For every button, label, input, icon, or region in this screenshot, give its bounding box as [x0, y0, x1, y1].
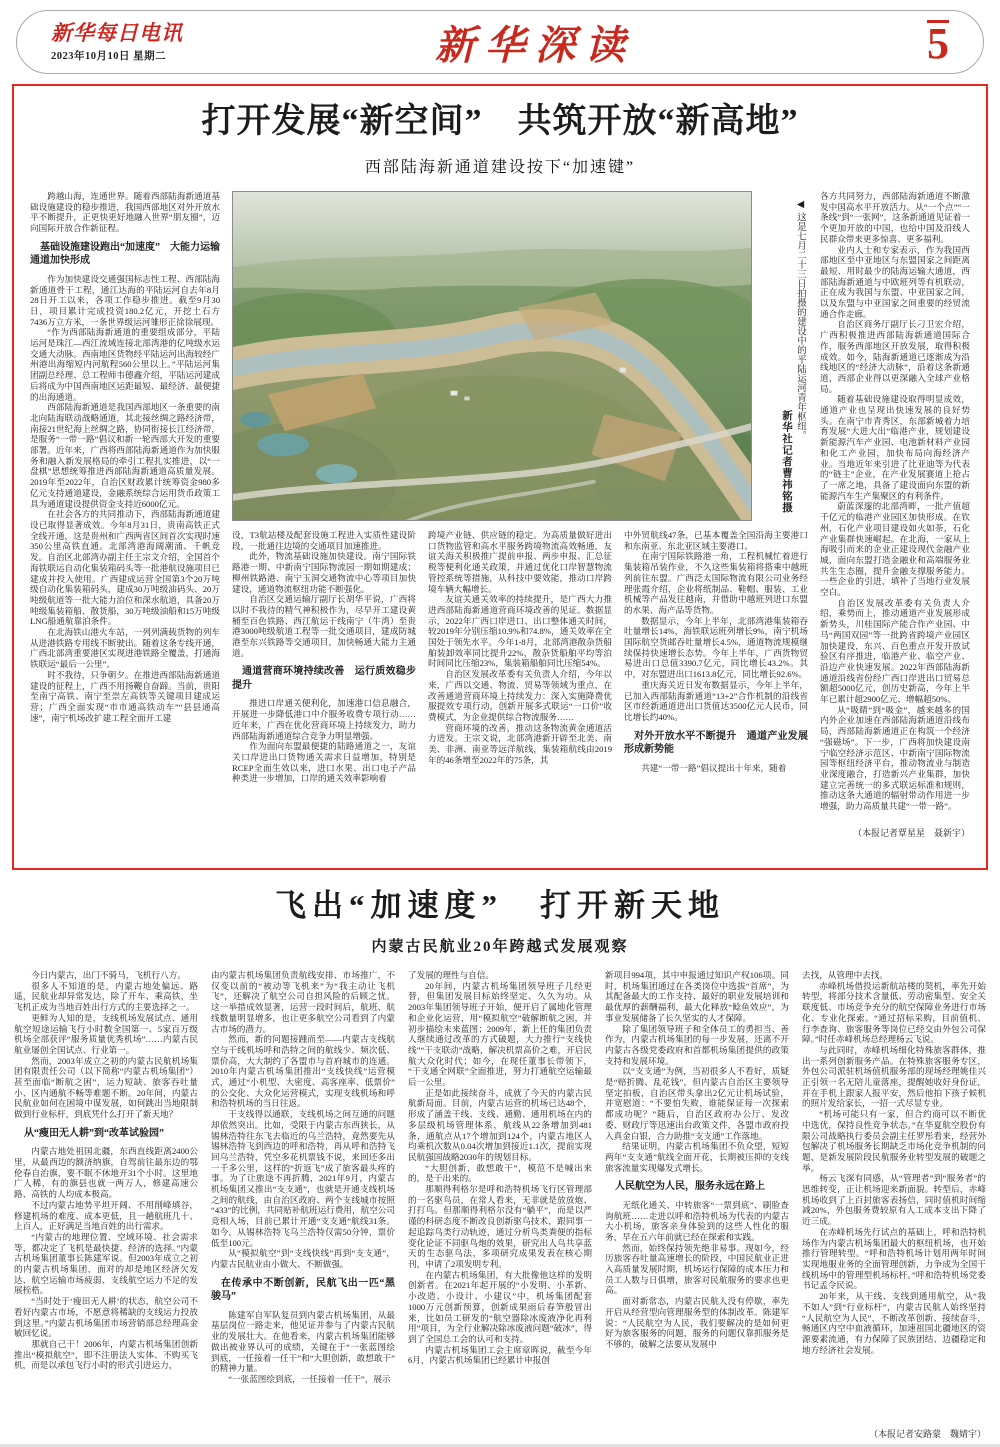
masthead-right — [789, 19, 949, 68]
photo-caption: ◀ 这是七月二十三日拍摄的建设中的平陆运河青年枢纽。 — [795, 199, 805, 441]
paragraph: 蔚蓝深邃的北部湾畔，一批产值超千亿元的临港产业园区加快形成。在钦州，石化产业项目建设如火如荼，石化产业集群快速崛起。在北海，一家从上海吸引而来的企业正建设现代金融产业城，面向东盟打造金融业和高端服务业共生生态圈，提升金融支撑服务能力。一些企业的引进，填补了当地行业发展空白。 — [820, 501, 970, 598]
paragraph: 与此同时，赤峰机场细化特殊旅客群体，推出一系列创新服务产品。在特殊旅客服务专区，外包公司派驻机场值机服务部的现场经理姚佳兴正引领一名无陪儿童落座，提醒她收好身份证，并在手机上跟家人报平安，然后他拍下孩子候机的照片发给家长，一招一式尽显专业。 — [802, 1044, 986, 1109]
paragraph: 然而，2003年成立之初的内蒙古民航机场集团有限责任公司（以下简称“内蒙古机场集团”）甚至面临“断航之困”，运力短缺、旅客吞吐量小、区内通航不畅等难题不断。20年间，内蒙古民航业如何在困境中谋发展，如何跳出当地限制做到行业标杆，到底凭什么打开了新天地？ — [14, 1055, 198, 1120]
paragraph: 那就自己干！2006年，内蒙古机场集团创新推出“模拟航空”，即不注册法人实体、不购买飞机，而是以承包飞行小时的形式引进运力， — [14, 1339, 198, 1371]
paragraph: 由内蒙古机场集团负责航线安排、市场推广，不仅变以前的“被动等飞机来”为“我主动让飞机飞”，还解决了航空公司自担风险的后顾之忧。这一举措成效显著，运营一段时间后，航班、航线数量明显增多，也让更多航空公司看到了内蒙古市场的潜力。 — [211, 970, 395, 1034]
article-2-subtitle: 内蒙古民航业20年跨越式发展观察 — [371, 939, 629, 955]
paragraph: 设，T3航站楼及配套设施工程进入实质性建设阶段，一批通往边境的交通项目加速推进。 — [232, 530, 416, 551]
paragraph: 内蒙古地处祖国北疆，东西直线距离2400公里，从最西边的额济纳旗，自驾前往最东边的鄂伦春自治旗，要不眠不休地开31个小时。这里地广人稀，有的旗县也就一两万人，修建高速公路、高铁的人均成本极高。 — [14, 1146, 198, 1200]
paragraph: 20年来，从干线、支线到通用航空，从“我不如人”到“行业标杆”，内蒙古民航人始终坚持“人民航空为人民”，不断改革创新、接续奋斗，畅通区内空中血液循环，加速祖国北疆地区的资源要素流通，有力保障了民族团结、边疆稳定和地方经济社会发展。 — [802, 1291, 986, 1355]
paragraph: 在南宁国际铁路港一角，工程机械忙着进行集装箱吊装作业，不久这些集装箱将搭乘中越班列前往东盟。广西泛太国际物流有限公司业务经理张霞介绍，企业将纸制品、鞋帽、服装、工业机械等产品发往越南，并借助中越班列进口东盟的水果、海产品等货物。 — [624, 551, 808, 615]
publication-date: 2023年10月10日 星期二 — [51, 51, 167, 62]
paragraph: 新项目994项，其中申报通过知识产权106项。同时，机场集团通过在各类岗位中选拔“首席”，为其配备最大的工作支持、最好的职业发展培训和最优厚的薪酬福利，最大化释放“鲶鱼效应”，为事业发展储备了长久坚实的人才保障。 — [605, 970, 789, 1023]
section-heading: 在传承中不断创新，民航飞出一匹“黑骏马” — [211, 1277, 395, 1303]
paragraph: “大胆创新，敢想敢干”，模范不是喊出来的，是干出来的。 — [408, 1162, 592, 1184]
article-2-column-5-text — [802, 970, 986, 1355]
paragraph: 重庆海关近日发布数据显示，今年上半年，已加入西部陆海新通道“13+2”合作机制的沿线省区市经新通道进出口货值达3500亿元人民币，同比增长约40%。 — [624, 679, 808, 722]
article-1-column-3 — [428, 530, 612, 839]
article-1-column-4 — [624, 530, 808, 839]
aerial-canal-photo — [232, 191, 752, 521]
article-1-column-2 — [232, 530, 416, 839]
paragraph: 自治区发展改革委有关负责人介绍，乘势而上，推动通道产业发展形成新势头，川桂国际产能合作产业园、中马“两国双园”等一批跨省跨境产业园区加快建设，东兴、百色重点开发开放试验区有序推进，临港产业、临空产业、沿边产业快速发展。2022年西部陆海新通道沿线省份经广西口岸进出口贸易总额超5000亿元，创历史新高，今年上半年已累计超2900亿元、增幅超50%。 — [820, 597, 970, 705]
paragraph: “一张蓝图绘到底，一任接着一任干”，展示 — [228, 1373, 391, 1384]
paragraph: 那顺得利格尔是呼和浩特机场飞行区管理部的一名驱鸟员，在常人看来，无非就是放放炮、打打鸟。但那顺得利格尔没有“躺平”，而是以严谨的科研态度不断改良创新驱鸟技术，跟同事一起追踪鸟类行动轨迹，通过分析鸟类粪便的指标变化论证不同驱鸟炮的效果，研究出人鸟共享蓝天的生态驱鸟法，多项研究成果发表在核心期刊，申请了2项发明专利。 — [408, 1184, 592, 1269]
paragraph: 自治区交通运输厅副厅长胡华平说，广西将以时不我待的精气神积极作为，尽早开工建设黄桶至百色铁路、西江航运干线南宁（牛湾）至贵港3000吨级航道工程等一批交通项目，建成防城港至东兴铁路等交通项目，加快畅通大能力主通道。 — [232, 594, 416, 658]
paragraph: 业内人士和专家表示，作为我国西部地区至中亚地区与东盟国家之间距离最短、用时最少的陆海运输大通道，西部陆海新通道与中欧班列等有机联动，正在成为我国与东盟、中亚国家之间，以及东盟与中亚国家之间重要的经贸流通合作走廊。 — [820, 244, 970, 319]
paragraph: 了发展的理性与自信。 — [408, 970, 494, 980]
article-1-column-1 — [30, 191, 220, 839]
paragraph: 赤峰机场借投运新航站楼的契机，率先开始转型，将部分技术含量低、劳动密集型、安全关联度低、市场竞争充分的航空保障业务进行市场化、专业化探索。“通过招标采购，目前值机、行李查询、旅客服务等岗位已经交由外包公司保障。”时任赤峰机场总经理杨云飞说。 — [802, 980, 986, 1045]
paragraph: 以“支支通”为例，当初很多人不看好，质疑是“赔折腾、乱花钱”，但内蒙古自治区主要领导坚定拍板，自治区带头拿出2亿元让机场试验，并宽慰道：“不要怕失败，谁能保证每一次探索都成功呢？”随后，自治区政府办公厅、发改委、财政厅等迅速出台政策文件，各盟市政府投入真金白银，合力助推“支支通”工作落地。 — [605, 1066, 789, 1141]
paragraph: 无纸化通关、中转旅客“一票到底”、刷脸查询航班……走进以呼和浩特机场为代表的内蒙古大小机场，旅客亲身体验到的这些人性化的服务，早在五六年前就已经在探索和实践。 — [605, 1199, 789, 1242]
article-1-headline: 打开发展“新空间” 共筑开放“新高地” — [201, 103, 799, 140]
section-heading: 通道营商环境持续改善 运行质效稳步提升 — [232, 666, 416, 691]
article-1-middle — [232, 191, 808, 839]
paragraph: 然而，始终保持领先绝非易事。现如今，经历旅客吞吐量高速增长的阶段，中国民航业正进入高质量发展时期，机场运行保障的成本压力和员工人数与日俱增，旅客对民航服务的要求也更高。 — [605, 1242, 789, 1296]
paragraph: 推进口岸通关便利化，加速港口信息融合，开展进一步降低港口中介服务收费专项行动……近年来，广西在优化营商环境上持续发力，助力西部陆海新通道综合竞争力明显增强。 — [232, 698, 416, 741]
article-1-byline: （本报记者覃星星 聂新宇） — [847, 827, 970, 839]
newspaper-logo: 新华每日电讯 — [51, 21, 183, 45]
paragraph: 作为加快建设交通强国标志性工程、西部陆海新通道骨干工程，通江达海的平陆运河自去年8月28日开工以来，各项工作稳步推进。截至9月30日，项目累计完成投资180.2亿元，开挖土石方7436万立方米，一条世界级运河雏形正徐徐展现。 — [30, 273, 220, 327]
masthead-bar — [16, 10, 984, 74]
masthead-center — [281, 14, 789, 71]
paragraph: 自治区商务厅副厅长刁卫宏介绍，广西积极推进西部陆海新通道国际合作，服务西部地区开放发展，取得积极成效。如今，陆海新通道已逐渐成为沿线地区的“经济大动脉”，沿着这条新通道，西部企业得以更深融入全球产业格局。 — [820, 319, 970, 394]
paragraph: 在北海铁山港火车站，一列列满载货物的列车从进港铁路专用线不断驶出。随着这条专线开通，广西北部湾重要港区实现进港铁路全覆盖，打通海铁联运“最后一公里”。 — [30, 627, 220, 670]
paragraph: “机场可能只有一家，但合约商可以不断优中选优，保持良性竞争状态。”在华夏航空股份有限公司战略执行委员会副主任罗彤看来，经营外包解决了机场服务长期缺乏市场化竞争机制的问题，是新发展阶段民航服务业转型发展的破题之举。 — [802, 1109, 986, 1173]
section-heading: 基础设施建设跑出“加速度” 大能力运输通道加快形成 — [30, 241, 220, 267]
paragraph: 内蒙古机场集团工会主席章晖说，截至今年6月，内蒙古机场集团已经累计申报创 — [408, 1344, 592, 1366]
paragraph: 作为面向东盟最便捷的陆路通道之一，友谊关口岸进出口货物通关需求日益增加，特别是RCEP全面生效以来，进口水果、出口电子产品种类进一步增加，口岸的通关效率影响着 — [232, 741, 416, 784]
paragraph: 数据显示，今年上半年，北部湾港集装箱吞吐量增长14%，海铁联运班列增长9%，南宁机场国际航空货邮吞吐量增长4.5%，通道物流规模继续保持快速增长态势。今年上半年，广西货物贸易进出口总值3390.7亿元，同比增长43.2%。其中，对东盟进出口1613.8亿元，同比增长92.6%。 — [624, 615, 808, 680]
article-2-body — [14, 970, 986, 1440]
paragraph: 中外贸航线47条，已基本覆盖全国沿海主要港口和东南亚、东北亚区域主要港口。 — [624, 530, 808, 551]
article-2-headline: 飞出“加速度” 打开新天地 — [275, 888, 725, 923]
page-number: 5 — [927, 19, 949, 68]
paragraph: 西部陆海新通道是我国西部地区一条重要的南北向陆海联动战略通道，其北接丝绸之路经济带，南接21世纪海上丝绸之路，协同衔接长江经济带，是服务“一带一路”倡议和新一轮西部大开发的重要部署。近年来，广西将西部陆海新通道作为加快服务和融入新发展格局的牵引工程扎实推进，以“一盘棋”思想统筹推进西部陆海新通道高质量发展。2019年至2022年，自治区财政累计统筹资金980多亿元支持通道建设，金融系统综合运用货币政策工具为通道建设提供资金支持近6000亿元。 — [30, 402, 220, 509]
paragraph: 在赤峰机场先行试点的基础上，呼和浩特机场作为内蒙古机场集团最大的枢纽机场，也开始推行管理转型。“呼和浩特机场计划用两年时间实现地服业务的全面管理创新，力争成为全国干线机场中的管理型机场标杆。”呼和浩特机场党委书记孟令民说。 — [802, 1226, 986, 1291]
article-2-column-4 — [605, 970, 789, 1440]
paragraph: 自治区发展改革委有关负责人介绍，今年以来，广西以交通、物流、贸易等领域为重点，在改善通道营商环境上持续发力：深入实施降费优服提效专项行动，创新开展多式联运“一口价”收费模式，为企业提供综合物流服务…… — [428, 669, 612, 722]
paragraph: 正是如此接续奋斗，成就了今天的内蒙古民航新局面。目前，内蒙古运营的机场已达48个，形成了涵盖干线、支线、通勤、通用机场在内的多层级机场管理体系，航线从22条增加到481条，通航点从17个增加到124个，内蒙古地区人均乘机次数从0.04次增加到接近1.1次，提前实现民航强国战略2030年的规划目标。 — [408, 1087, 592, 1162]
article-2-column-2 — [211, 970, 395, 1440]
article-2-byline: （本报记者安路蒙 魏婧宇） — [863, 1428, 986, 1440]
article-1-column-5 — [820, 191, 970, 839]
photo-credit: 新华社记者曹祎铭摄 — [781, 409, 792, 513]
section-heading: 从“瘦田无人耕”到“改革试验园” — [24, 1127, 164, 1139]
section-heading: 对外开放水平不断提升 通道产业发展形成新势能 — [624, 730, 808, 756]
article-2 — [14, 880, 986, 1440]
paragraph: 除了集团领导班子和全体员工的勇担当、善作为，内蒙古机场集团的每一步发展，还离不开内蒙古各级党委政府和首都机场集团提供的政策支持和发展环境。 — [605, 1023, 789, 1066]
paragraph: 陈建军自军队复员到内蒙古机场集团，从最基层岗位一路走来，他见证并参与了内蒙古民航业的发展壮大。在他看来，内蒙古机场集团能够做出被业界认可的成绩，关键在于“一张蓝图绘到底，一任接着一任干”和“大胆创新，敢想敢干”的精神力量。 — [211, 1309, 395, 1374]
article-1 — [12, 84, 988, 870]
paragraph: 在内蒙古机场集团，有大批像他这样的发明创新者。在2021年起开展的“小发明、小革新、小改造、小设计、小建议”中，机场集团配套1000万元创新预算，创新成果雨后春笋般冒出来，比如员工研发的“航空器除冰废液净化再利用”项目，为全行业解决除冰废液问题“破冰”，得到了全国总工会的认可和支持。 — [408, 1269, 592, 1344]
article-2-column-3 — [408, 970, 592, 1440]
paragraph: 杨云飞深有同感，从“管理者”到“服务者”的思维转变，正让机场迎来新面貌。转型后，赤峰机场收到了上百封旅客表扬信，同时值机时间缩减20%，外包服务费较原有人工成本支出下降了近三成。 — [802, 1173, 986, 1227]
paragraph: 很多人不知道的是，内蒙古地处偏远、路遥，民航业却异常发达，除了开车、乘高铁，坐飞机正成为当地百姓出行方式的主要选择之一。 — [14, 980, 198, 1013]
paragraph: 营商环境的改善，推动这条物流黄金通道活力迸发。王宗文说，北部湾港新开辟至北美、南美、非洲、南亚等远洋航线，集装箱航线由2019年的46条增至2022年的75条，其 — [428, 722, 612, 765]
paragraph: 友谊关通关效率的持续提升，是广西大力推进西部陆海新通道营商环境改善的见证。数据显示，2022年广西口岸进口、出口整体通关时间，较2019年分别压缩10.9%和74.8%，通关效率在全国处于领先水平。今年1-8月，北部湾港散杂货船舶装卸效率同比提升22%，散杂货船舶平均等泊时间同比压缩23%，集装箱船舶同比压缩54%。 — [428, 594, 612, 669]
paragraph: 随着基础设施建设取得明显成效，通道产业也呈现出快速发展的良好势头。在南宁市青秀区，东部新城着力培育发展“大进大出”临港产业，规划建设新能源汽车产业园、电池新材料产业园和化工产业园，加快布局向海经济产业。当地近年来引进了比亚迪等为代表的“链主”企业，在产业发展赛道上抢占了一席之地，具备了建设面向东盟的新能源汽车生产集聚区的有利条件。 — [820, 394, 970, 501]
paragraph: “当时处于‘瘦田无人耕’的状态，航空公司不看好内蒙古市场，不愿意将稀缺的支线运力投放到这里。”内蒙古机场集团市场营销部总经理高金敏回忆说。 — [14, 1296, 198, 1339]
paragraph: 干支线得以通联，支线机场之间互通的问题却依然突出。比如，受限于内蒙古东西狭长，从锡林浩特往东飞去临近的乌兰浩特，竟然要先从锡林浩特飞到西边的呼和浩特，再从呼和浩特飞回乌兰浩特，凭空多花机票钱不说，来回还多出一千多公里，这样的“折返飞”成了旅客最头疼的事。为了让旅途不再折腾，2021年9月，内蒙古机场集团又推出“支支通”，也就是开通支线机场之间的航线，由自治区政府、两个支线城市按照“433”的比例，共同贴补航班运行费用，航空公司竞相入场，目前已累计开通“支支通”航线31条。如今，从锡林浩特飞乌兰浩特仅需50分钟，票价低至100元。 — [211, 1109, 395, 1248]
paragraph: 更鲜为人知的是，支线机场发展试点、通用航空短途运输飞行小时数全国第一、5家百万级机场全部获评“服务质量优秀机场”……内蒙古民航业屡创全国试点、行业第一。 — [14, 1012, 198, 1055]
paragraph: 各方共同努力，西部陆海新通道不断激发中国高水平开放活力。从“一个点”“一条线”到“一张网”，这条新通道见证着一个更加开放的中国，也给中国及沿线人民群众带来更多惊喜、更多福利。 — [820, 191, 970, 244]
photo-block — [232, 191, 808, 521]
article-1-middle-columns — [232, 530, 808, 839]
paragraph: 去找，从管理中去找。 — [802, 970, 888, 980]
paragraph: 不过内蒙古地势平坦开阔、不用削峰填谷，修建机场的难度、成本更低，且一趟航班几十、上百人，正好满足当地百姓的出行需求。 — [14, 1199, 198, 1232]
article-1-column-5-text — [820, 191, 970, 812]
section-heading: 人民航空为人民，服务永远在路上 — [615, 1181, 765, 1193]
article-2-column-5 — [802, 970, 986, 1440]
paragraph: 在社会各方的共同推动下，西部陆海新通道建设已取得显著成效。今年8月31日，贵南高铁正式全线开通，这是贵州和广西两省区间首次实现时速350公里高铁直通。北部湾港海阔潮涌、千帆竞发。自治区北部湾办副主任王宗文介绍，全国首个海铁联运自动化集装箱码头等一批港航设施项目已建成并投入使用。广西建成运营全国第3个20万吨级自动化集装箱码头，建成30万吨级油码头、20万吨级航道等一批大能力泊位和深水航道，具备20万吨级集装箱船、散货船，30万吨级油船和15万吨级LNG船通航靠泊条件。 — [30, 509, 220, 627]
paragraph: 面对新常态，内蒙古民航人没有停歇，率先开启从经营型向管理服务型的体制改革。陈建军说：“人民航空为人民，我们要解决的是如何更好为旅客服务的问题，服务的问题仅靠抓服务是不够的，破解之法要从发展中 — [605, 1296, 789, 1349]
paragraph: 从“吸睛”到“吸金”，越来越多的国内外企业加速在西部陆海新通道沿线布局，西部陆海新通道正在构筑一个经济“强磁场”。下一步，广西将加快建设南宁临空经济示范区、中新南宁国际物流园等枢纽经济平台，推动物流业与制造业深度融合，打造新兴产业集群，加快建立完善统一的多式联运标准和规则，推动这条大通道的辐射带动作用进一步增强，助力高质量共建“一带一路”。 — [820, 704, 970, 812]
section-title: 新华深读 — [435, 22, 635, 68]
photo-caption-block — [752, 191, 808, 521]
paragraph: 从“模拟航空”到“支线快线”再到“支支通”，内蒙古民航业由小做大、不断做强。 — [211, 1248, 395, 1269]
paragraph: 结果证明，内蒙古机场集团不负众望，短短两年“支支通”航线全面开花，长期被压抑的支线旅客流量实现爆发式增长。 — [605, 1141, 789, 1173]
paragraph: 跨越山海，连通世界。随着西部陆海新通道基础设施建设的稳步推进，我国西部地区对外开放水平不断提升，正更快更好地融入世界“朋友圈”，迈向国际开放合作新征程。 — [30, 191, 220, 234]
paragraph: 时不我待，只争朝夕。在推进西部陆海新通道建设的征程上，广西不用扬鞭自奋蹄。当前，贵阳至南宁高铁、南宁至崇左高铁等关键项目建成运营；广西全面实现“市市通高铁动车”“县县通高速”，南宁机场改扩建工程全面开工建 — [30, 669, 220, 723]
paragraph: 共建“一带一路”倡议提出十年来，随着 — [641, 762, 787, 773]
paragraph: “作为西部陆海新通道的重要组成部分，平陆运河是珠江—西江流域连接北部湾港的亿吨级水运交通大动脉。西南地区货物经平陆运河出海较经广州港出海缩短内河航程560公里以上。”平陆运河集团副总经理、总工程师韦德鑫介绍，平陆运河建成后将成为中国西南地区运距最短、最经济、最便捷的出海通道。 — [30, 327, 220, 402]
paragraph: 此外，物流基础设施加快建设。南宁国际铁路港一期、中新南宁国际物流园一期如期建成；柳州铁路港、南宁玉洞交通物流中心等项目加快建设，通道物流枢纽功能不断强化。 — [232, 551, 416, 594]
paragraph: 然而，新的问题接踵而至——内蒙古支线航空与干线机场呼和浩特之间的航线少、频次低、票价高，大大制约了各盟市与首府城市的连通。2010年内蒙古机场集团推出“支线快线”运营模式，通过“小机型、大密度、高客座率、低票价”的公交化、大众化运营模式，实现支线机场和呼和浩特机场的当日往返。 — [211, 1034, 395, 1109]
masthead-left — [51, 21, 281, 63]
article-2-column-1 — [14, 970, 198, 1440]
paragraph: 今日内蒙古，出门不骑马，飞机行八方。 — [31, 970, 186, 980]
paragraph: 跨境产业链、供应链的稳定。为高质量做好进出口货物监管和高水平服务跨境物流高效畅通，友谊关海关积极推广提前申报、两步申报、汇总征税等便利化通关政策，并通过优化口岸智慧物流管控系统等措施，从科技中要效能，推动口岸跨境车辆大幅增长。 — [428, 530, 612, 594]
article-1-subtitle: 西部陆海新通道建设按下“加速键” — [364, 159, 636, 176]
paragraph: 20年间，内蒙古机场集团领导班子几经更替，但集团发展目标始终坚定、久久为功。从2003年集团领导班子开始，便开启了属地化管理和企业化运营，用“模拟航空”破解断航之困，并初步描绘未来蓝图；2009年，新上任的集团负责人继续通过改革的方式破题，大力推行“支线快线”“干支联动”战略，解决机票高价之难，开启民航大众化时代；如今，在现任董事长带领下，“干支通全网联”全面推进，努力打通航空运输最后一公里。 — [408, 980, 592, 1088]
paragraph: “内蒙古的地理位置、空域环境、社会需求等，都决定了飞机是最快捷、经济的选择。”内蒙古机场集团董事长陈建军说。但2003年成立之初的内蒙古机场集团，面对的却是地区经济欠发达、航空运输市场疲弱、支线航空运力不足的发展桎梏。 — [14, 1231, 198, 1296]
aerial-photo-illustration — [233, 192, 751, 520]
article-1-body — [30, 191, 970, 839]
